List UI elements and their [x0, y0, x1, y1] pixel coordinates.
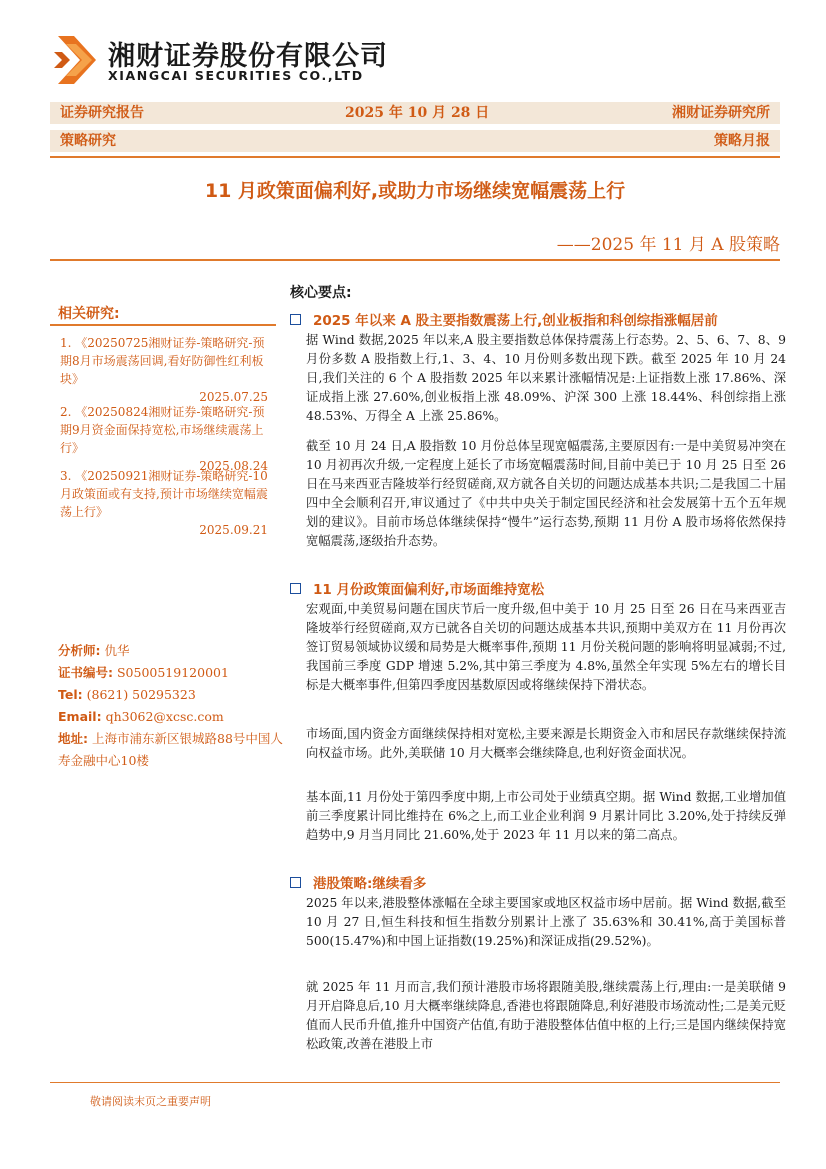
paragraph: 截至 10 月 24 日,A 股指数 10 月份总体呈现宽幅震荡,主要原因有:一是中美贸易冲突在 10 月初再次升级,一定程度上延长了市场宽幅震荡时间,目前中美已于 10 月 25 日至 26 日在马来西亚吉隆坡举行经贸磋商,双方就各自关切的问题达成基本共识;二是我国二十届四中全会顺利召开,审议通过了《中共中央关于制定国民经济和社会发展第十五个五年规划的建议》。目前市场总体继续保持“慢牛”运行态势,预期 11 月份 A 股市场将依然保持宽幅震荡,逐级抬升态势。: [306, 439, 786, 548]
paragraph: 市场面,国内资金方面继续保持相对宽松,主要来源是长期资金入市和居民存款继续保持流向权益市场。此外,美联储 10 月大概率会继续降息,也利好资金面状况。: [306, 727, 786, 760]
disclaimer-note: 敬请阅读末页之重要声明: [90, 1095, 211, 1108]
report-date: 2025 年 10 月 28 日: [345, 105, 490, 121]
divider: [50, 1082, 780, 1083]
related-research-item[interactable]: 2. 《20250824湘财证券-策略研究-预期9月资金面保持宽松,市场继续震荡上行》 2025.08.24: [60, 405, 268, 473]
brand-name-cn: 湘财证券股份有限公司: [108, 41, 388, 72]
paragraph: 基本面,11 月份处于第四季度中期,上市公司处于业绩真空期。据 Wind 数据,工业增加值前三季度累计同比维持在 6%之上,而工业企业利润 9 月累计同比 3.20%,处于持续反弹趋势中,9 月当月同比 21.60%,处于 2023 年 11 月以来的第二高点。: [306, 790, 786, 842]
tel-row: Tel: (8621) 50295323: [58, 687, 196, 702]
divider: [50, 259, 780, 261]
related-research-item[interactable]: 3. 《20250921湘财证券-策略研究-10月政策面或有支持,预计市场继续宽幅震荡上行》 2025.09.21: [60, 469, 268, 537]
cert-row: 证书编号: S0500519120001: [58, 665, 229, 680]
address-row: 地址: 上海市浦东新区银城路88号中国人寿金融中心10楼: [58, 731, 283, 768]
paragraph: 宏观面,中美贸易问题在国庆节后一度升级,但中美于 10 月 25 日至 26 日在马来西亚吉隆坡举行经贸磋商,双方已就各自关切的问题达成基本共识,预期中美双方在 11 月份再次签订贸易领域协议缓和局势是大概率事件,预期 11 月份关税问题的影响将明显减弱;不过,我国前三季度 GDP 增速 5.2%,其中第三季度为 4.8%,虽然全年实现 5%左右的增长目标是大概率事件,但第四季度因基数原因或将继续保持下滑状态。: [306, 602, 786, 692]
checkbox-icon: [290, 314, 301, 325]
section-heading: 港股策略:继续看多: [290, 872, 426, 892]
section-heading: 2025 年以来 A 股主要指数震荡上行,创业板指和科创综指涨幅居前: [290, 309, 718, 329]
report-subtitle: ——2025 年 11 月 A 股策略: [556, 235, 780, 255]
checkbox-icon: [290, 877, 301, 888]
divider: [50, 156, 780, 158]
divider: [50, 324, 276, 326]
header-band-top: [50, 102, 780, 124]
report-type: 证券研究报告: [60, 105, 144, 121]
core-points-title: 核心要点:: [290, 285, 352, 301]
paragraph: 据 Wind 数据,2025 年以来,A 股主要指数总体保持震荡上行态势。2、5、6、7、8、9 月份多数 A 股指数上行,1、3、4、10 月份则多数出现下跌。截至 2025 年 10 月 24 日,我们关注的 6 个 A 股指数 2025 年以来累计涨幅情况是:上证指数上涨 17.86%、深证成指上涨 27.60%,创业板指上涨 48.09%、沪深 300 上涨 18.44%、科创综指上涨 48.53%、万得全 A 上涨 25.86%。: [306, 333, 786, 423]
checkbox-icon: [290, 583, 301, 594]
institute-name: 湘财证券研究所: [672, 105, 770, 121]
company-logo-icon: [52, 30, 102, 90]
paragraph: 就 2025 年 11 月而言,我们预计港股市场将跟随美股,继续震荡上行,理由:一是美联储 9 月开启降息后,10 月大概率继续降息,香港也将跟随降息,利好港股市场流动性;二是美元贬值而人民币升值,推升中国资产估值,有助于港股整体估值中枢的上行;三是国内继续保持宽松政策,改善在港股上市: [306, 980, 786, 1051]
email-link[interactable]: qh3062@xcsc.com: [105, 709, 224, 724]
email-row: Email: qh3062@xcsc.com: [58, 709, 224, 724]
section-heading: 11 月份政策面偏利好,市场面维持宽松: [290, 578, 544, 598]
analyst-row: 分析师: 仇华: [58, 643, 130, 658]
brand-name-en: XIANGCAI SECURITIES CO.,LTD: [108, 68, 364, 83]
header-band-bottom: [50, 130, 780, 152]
analyst-info: [58, 640, 288, 772]
related-research-title: 相关研究:: [58, 306, 120, 322]
report-category: 策略研究: [60, 133, 116, 149]
report-kind: 策略月报: [714, 133, 770, 149]
report-title: 11 月政策面偏利好,或助力市场继续宽幅震荡上行: [204, 180, 626, 202]
paragraph: 2025 年以来,港股整体涨幅在全球主要国家或地区权益市场中居前。据 Wind 数据,截至 10 月 27 日,恒生科技和恒生指数分别累计上涨了 35.63%和 30.41%,高于美国标普 500(15.47%)和中国上证指数(19.25%)和深证成指(29.52%)。: [306, 896, 786, 948]
related-research-item[interactable]: 1. 《20250725湘财证券-策略研究-预期8月市场震荡回调,看好防御性红利板块》 2025.07.25: [60, 336, 268, 404]
